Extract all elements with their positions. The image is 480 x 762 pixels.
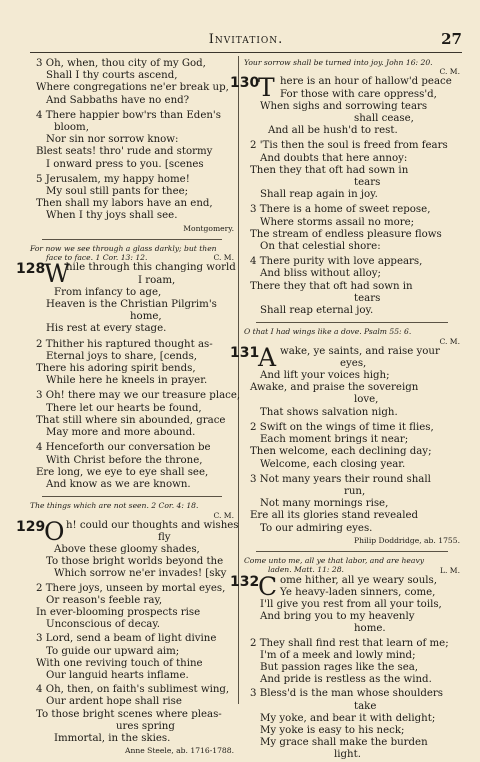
scripture-headnote: For now we see through a glass darkly; but then: [30, 243, 217, 253]
verse-line: Awake, and praise the sovereign: [250, 382, 419, 394]
scripture-headnote: Your sorrow shall be turned into joy. John 16: 20.: [244, 58, 433, 67]
verse: [30, 583, 234, 632]
verse-line: Where storms assail no more;: [260, 216, 415, 228]
verse-line: ures spring: [116, 720, 175, 732]
verse-line: His rest at every stage.: [46, 323, 167, 335]
meter-label: C. M.: [213, 510, 234, 520]
verse: [30, 390, 241, 439]
verse-line: To those bright worlds beyond the: [46, 556, 224, 568]
verse: [244, 140, 460, 201]
verse: [30, 339, 234, 388]
verse-line: 3 Lord, send a beam of light divine: [36, 633, 217, 645]
verse-line: Which sorrow ne'er invades! [sky: [54, 568, 227, 580]
verse: [244, 474, 460, 535]
hymn-number: 129: [16, 518, 46, 535]
verse-line: here is an hour of hallow'd peace: [280, 76, 452, 88]
verse-line: I onward press to you. [scenes: [46, 158, 204, 170]
drop-initial: C: [258, 571, 278, 601]
verse-line: And pride is restless as the wind.: [260, 674, 432, 686]
verse-line: Or reason's feeble ray,: [46, 594, 163, 606]
verse-line: home.: [354, 623, 386, 635]
verse: [30, 633, 234, 682]
hymn-number: 132: [230, 573, 260, 590]
verse-line: 3 Oh, when, thou city of my God,: [36, 58, 206, 69]
verse-line: When sighs and sorrowing tears: [260, 100, 428, 112]
verse-line: take: [354, 700, 377, 712]
verse-line: 2 They shall find rest that learn of me;: [250, 637, 449, 649]
verse-line: And Sabbaths have no end?: [46, 94, 190, 106]
scripture-headnote: The things which are not seen. 2 Cor. 4: 18.: [30, 501, 199, 511]
verse-line: That still where sin abounded, grace: [36, 414, 226, 426]
verse-line: Our ardent hope shall rise: [46, 696, 182, 708]
page-header: [30, 30, 462, 53]
hymn-separator: [256, 322, 448, 323]
verse-line: 3 There is a home of sweet repose,: [250, 204, 431, 216]
hymn-number: 131: [230, 344, 260, 361]
verse-line: While here he kneels in prayer.: [46, 375, 208, 387]
hymn-128: [16, 259, 236, 335]
page-title: Invitation.: [208, 32, 284, 47]
verse-line: There his adoring spirit bends,: [36, 363, 196, 375]
verse-line: 4 There purity with love appears,: [250, 256, 423, 268]
scripture-headnote: O that I had wings like a dove. Psalm 55: 6.: [244, 327, 412, 337]
verse: [244, 256, 460, 317]
verse-line: There let our hearts be found,: [46, 402, 202, 414]
verse-line: With Christ before the throne,: [46, 454, 203, 466]
verse-line: The stream of endless pleasure flows: [250, 228, 442, 240]
verse-line: fly: [158, 531, 171, 543]
verse-line: Then they that oft had sown in: [250, 164, 409, 176]
hymn-129: [16, 516, 239, 581]
verse-line: Not many mornings rise,: [260, 498, 389, 510]
verse: [30, 442, 234, 491]
scripture-headnote: laden. Matt. 11: 28.: [268, 565, 344, 575]
verse: [30, 110, 234, 171]
verse-line: 4 Oh, then, on faith's sublimest wing,: [36, 684, 230, 696]
verse-line: And bring you to my heavenly: [260, 611, 415, 623]
verse-line: eyes,: [340, 357, 367, 369]
verse-line: Where congregations ne'er break up,: [36, 82, 229, 94]
meter-label: C. M.: [439, 336, 460, 346]
verse-line: bloom,: [54, 122, 89, 134]
verse-line: My grace shall make the burden: [260, 737, 428, 749]
hymn-separator: [42, 239, 222, 240]
verse-line: My soul still pants for thee;: [46, 186, 189, 198]
verse-line: I'm of a meek and lowly mind;: [260, 649, 416, 661]
hymn-132: [230, 571, 460, 636]
scripture-headnote: Come unto me, all ye that labor, and are heavy: [244, 555, 425, 565]
left-column: [16, 58, 241, 756]
verse-line: h! could our thoughts and wishes: [66, 519, 239, 531]
verse-line: And lift your voices high;: [260, 370, 390, 382]
hymn-separator: [42, 496, 222, 497]
verse-line: Ere all its glories stand revealed: [250, 510, 419, 522]
verse-line: ome hither, all ye weary souls,: [280, 574, 437, 586]
author-attribution: Philip Doddridge, ab. 1755.: [353, 535, 460, 545]
verse-line: And all be hush'd to rest.: [268, 125, 398, 137]
verse-line: tears: [354, 292, 381, 304]
verse-line: 4 There happier bow'rs than Eden's: [36, 109, 221, 121]
verse-line: Shall reap again in joy.: [260, 189, 378, 201]
hymn-number: 130: [230, 75, 260, 92]
verse-line: To guide our upward aim;: [46, 645, 180, 657]
verse-line: In ever-blooming prospects rise: [36, 606, 201, 618]
verse-line: That shows salvation nigh.: [260, 406, 398, 418]
verse: [30, 684, 234, 745]
verse-line: Shall reap eternal joy.: [260, 305, 374, 317]
hymn-number: 128: [16, 261, 46, 278]
verse: [244, 204, 460, 253]
verse-line: home,: [130, 311, 162, 323]
verse-line: Eternal joys to share, [cends,: [46, 350, 198, 362]
verse-line: Then welcome, each declining day;: [250, 446, 432, 458]
verse-line: wake, ye saints, and raise your: [280, 345, 440, 357]
verse-line: tears: [354, 177, 381, 189]
verse-line: 2 Thither his raptured thought as-: [36, 338, 213, 350]
scripture-headnote: face to face. 1 Cor. 13: 12.: [46, 253, 148, 263]
verse-line: There they that oft had sown in: [250, 280, 413, 292]
verse: [244, 422, 460, 471]
verse: [30, 58, 234, 107]
verse-line: May more and more abound.: [46, 427, 196, 439]
verse-line: 3 Not many years their round shall: [250, 473, 431, 485]
verse-line: Nor sin nor sorrow know:: [46, 134, 179, 146]
verse-line: When I thy joys shall see.: [46, 210, 178, 222]
author-attribution: Montgomery.: [183, 223, 234, 233]
author-attribution: Anne Steele, ab. 1716-1788.: [124, 746, 234, 756]
verse-line: 5 Jerusalem, my happy home!: [36, 173, 190, 185]
verse-line: Ere long, we eye to eye shall see,: [36, 466, 209, 478]
hymn-separator: [256, 551, 448, 552]
verse-line: On that celestial shore:: [260, 241, 381, 253]
verse-line: For those with care oppress'd,: [280, 88, 437, 100]
verse-line: 3 Oh! there may we our treasure place,: [36, 390, 241, 402]
hymn-130: [230, 73, 460, 137]
column-divider: [238, 56, 239, 704]
verse: [244, 688, 460, 761]
drop-initial: A: [258, 342, 277, 372]
verse-line: My yoke, and bear it with delight;: [260, 712, 436, 724]
verse-line: light.: [334, 749, 361, 761]
verse-line: Each moment brings it near;: [260, 434, 409, 446]
verse-line: Blest seats! thro' rude and stormy: [36, 146, 213, 158]
meter-label: C. M.: [213, 253, 234, 263]
verse-line: Shall I thy courts ascend,: [46, 70, 178, 82]
verse-line: I'll give you rest from all your toils,: [260, 598, 442, 610]
verse-line: 2 There joys, unseen by mortal eyes,: [36, 582, 226, 594]
verse-line: With one reviving touch of thine: [36, 657, 203, 669]
verse-line: Then shall my labors have an end,: [36, 198, 213, 210]
page-number: 27: [441, 30, 462, 48]
verse-line: From infancy to age,: [54, 286, 162, 298]
verse-line: I roam,: [138, 274, 176, 286]
verse-line: hile through this changing world: [66, 262, 236, 274]
verse: [30, 174, 234, 223]
verse-line: Welcome, each closing year.: [260, 458, 406, 470]
verse-line: Above these gloomy shades,: [54, 543, 200, 555]
verse-line: And know as we are known.: [46, 478, 191, 490]
verse-line: Heaven is the Christian Pilgrim's: [46, 299, 217, 311]
right-column: [230, 58, 460, 762]
verse-line: 2 'Tis then the soul is freed from fears: [250, 140, 448, 152]
hymn-131: [230, 342, 460, 419]
verse-line: 4 Henceforth our conversation be: [36, 442, 211, 454]
verse-line: To those bright scenes where pleas-: [36, 708, 222, 720]
drop-initial: O: [44, 516, 65, 546]
verse-line: 2 Swift on the wings of time it flies,: [250, 421, 434, 433]
verse-line: And bliss without alloy;: [260, 268, 381, 280]
verse-line: run,: [344, 485, 366, 497]
verse-line: And doubts that here annoy:: [260, 152, 408, 164]
verse-line: My yoke is easy to his neck;: [260, 724, 405, 736]
verse: [244, 638, 460, 687]
verse-line: But passion rages like the sea,: [260, 661, 419, 673]
verse-line: love,: [354, 394, 379, 406]
meter-label: L. M.: [439, 565, 460, 575]
verse-line: 3 Bless'd is the man whose shoulders: [250, 688, 443, 700]
verse-line: shall cease,: [354, 113, 414, 125]
verse-line: Unconscious of decay.: [46, 619, 161, 631]
verse-line: Immortal, in the skies.: [54, 732, 171, 744]
drop-initial: W: [44, 259, 70, 289]
verse-line: Our languid hearts inflame.: [46, 669, 189, 681]
verse-line: Ye heavy-laden sinners, come,: [280, 586, 436, 598]
meter-label: C. M.: [439, 67, 460, 77]
verse-line: To our admiring eyes.: [260, 522, 373, 534]
drop-initial: T: [258, 73, 275, 103]
